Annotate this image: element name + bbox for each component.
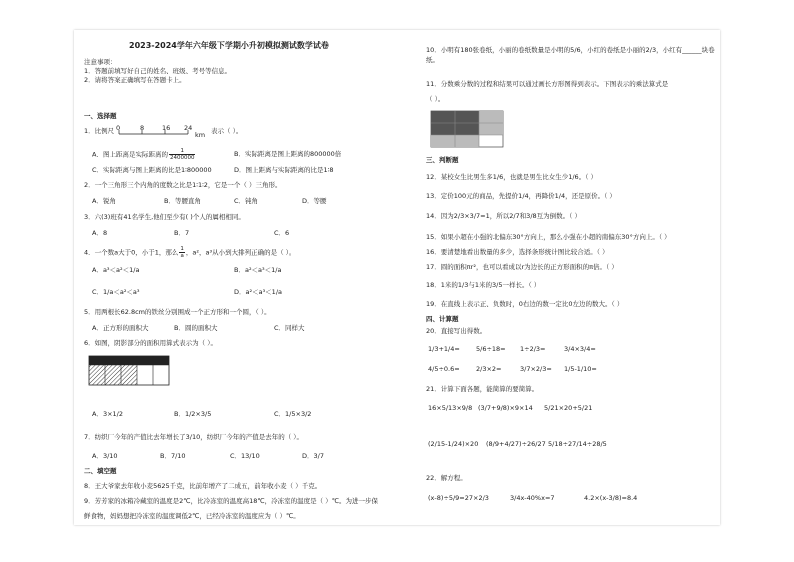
- q1-option-d: D．图上距离与实际距离的比是1∶8: [234, 166, 334, 174]
- scale-tick-16: 16: [162, 124, 171, 132]
- q4-stem: 4．一个数a大于0，小于1，那么 $\frac{1}{a}$ ，a²，a³从小到大排列正确的是（ ）。: [84, 246, 296, 259]
- q6-option-b: B．1/2×3/5: [174, 410, 212, 418]
- q20-item: 1÷2/3=: [520, 345, 546, 353]
- q1-tail: 表示（ ）。: [211, 127, 243, 135]
- q8-stem: 8．王大爷家去年收小麦5625千克，比前年增产了二成五，前年收小麦（ ）千克。: [84, 482, 322, 490]
- q3-option-b: B．7: [174, 229, 190, 237]
- q2-stem: 2．一个三角形三个内角的度数之比是1∶1∶2，它是一个（ ）三角形。: [84, 181, 282, 189]
- q21-item: (2/15-1/24)×20: [428, 440, 479, 448]
- q5-option-a: A．正方形的面积大: [92, 324, 149, 332]
- q14-stem: 14．因为2/3×3/7=1，所以2/7和3/8互为倒数。（ ）: [426, 212, 581, 220]
- q20-item: 5/6÷18=: [476, 345, 506, 353]
- q7-option-b: B．7/10: [160, 452, 186, 460]
- section-calc: 四、计算题: [426, 315, 459, 323]
- q21-item: 5/18÷27/14÷28/5: [548, 440, 607, 448]
- q1-stem: 1．比例尺: [84, 127, 115, 135]
- q4-option-d: D．a²＜a³＜1/a: [234, 288, 282, 296]
- q4-option-c: C．1/a＜a²＜a³: [92, 288, 140, 296]
- q3-option-c: C．6: [274, 229, 290, 237]
- q13-stem: 13．定价100元的商品，先提价1/4，再降价1/4，还是原价。（ ）: [426, 192, 616, 200]
- section-fill: 二、填空题: [84, 467, 117, 475]
- q1-option-a: A．图上距离是实际距离的 $\frac{1}{2400000}$: [92, 148, 195, 161]
- q11-rectangle-figure: [430, 110, 506, 152]
- q10-stem: 10．小明有180张卷纸，小丽的卷纸数量是小明的5/6，小红的卷纸是小丽的2/3，小红有______块卷: [426, 46, 715, 54]
- q11-stem: 11．分数乘分数的过程和结果可以通过画长方形图得到表示。下图表示的乘法算式是: [426, 80, 669, 88]
- q20-item: 1/3+1/4=: [428, 345, 460, 353]
- scale-tick-0: 0: [116, 124, 121, 132]
- section-judge: 三、判断题: [426, 156, 459, 164]
- q20-item: 2/3×2=: [476, 365, 502, 373]
- note-2: 2．请将答案正确填写在答题卡上。: [84, 76, 186, 84]
- q6-stem: 6．如图，阴影部分的面积用算式表示为（ ）。: [84, 339, 217, 347]
- q21-item: 5/21×20+5/21: [544, 404, 593, 412]
- scale-unit: km: [195, 131, 206, 139]
- q1-option-c: C．实际距离与图上距离的比是1∶800000: [92, 166, 212, 174]
- q18-stem: 18．1米的1/3与1米的3/5一样长。（ ）: [426, 281, 541, 289]
- q5-option-b: B．圆的面积大: [174, 324, 218, 332]
- q22-stem: 22．解方程。: [426, 474, 467, 482]
- scale-tick-8: 8: [140, 124, 145, 132]
- q20-item: 1/5-1/10=: [564, 365, 597, 373]
- q7-stem: 7．纺织厂今年的产值比去年增长了3/10，纺织厂今年的产值是去年的（ ）。: [84, 433, 304, 441]
- q12-stem: 12．某校女生比男生多1/6，也就是男生比女生少1/6。（ ）: [426, 173, 598, 181]
- q22-item: 4.2×(x-3/8)=8.4: [584, 494, 638, 502]
- q4-option-a: A．a³＜a²＜1/a: [92, 266, 140, 274]
- q2-option-a: A．锐角: [92, 197, 116, 205]
- q15-stem: 15．如果小超在小强的北偏东30°方向上，那么小强在小超的南偏东30°方向上。（ ）: [426, 233, 671, 241]
- q2-option-d: D．等腰: [302, 197, 327, 205]
- note-1: 1．答题前填写好自己的姓名、班级、考号等信息。: [84, 67, 232, 75]
- q20-item: 3/4×3/4=: [564, 345, 596, 353]
- q10-stem-line2: 纸。: [426, 56, 439, 64]
- q21-item: (3/7+9/8)×9×14: [478, 404, 533, 412]
- q1-option-b: B．实际距离是图上距离的800000倍: [234, 150, 342, 158]
- q21-item: 16×5/13×9/8: [428, 404, 473, 412]
- q7-option-c: C．13/10: [230, 452, 260, 460]
- q21-item: (8/9+4/27)÷26/27: [486, 440, 546, 448]
- q3-option-a: A．8: [92, 229, 108, 237]
- q22-item: (x-8)÷5/9=27×2/3: [428, 494, 489, 502]
- q6-option-a: A．3×1/2: [92, 410, 123, 418]
- section-choice: 一、选择题: [84, 112, 117, 120]
- q7-option-a: A．3/10: [92, 452, 118, 460]
- q5-stem: 5．用两根长62.8cm的铁丝分别围成一个正方形和一个圆，（ ）。: [84, 308, 271, 316]
- q21-stem: 21．计算下面各题，能简算的要简算。: [426, 385, 539, 393]
- q6-shaded-figure: [88, 355, 172, 389]
- q7-option-d: D．3/7: [302, 452, 324, 460]
- q11-answer: （ ）。: [426, 95, 445, 103]
- q19-stem: 19．在直线上表示正、负数时，0右边的数一定比0左边的数大。（ ）: [426, 300, 624, 308]
- q22-item: 3/4x-40%x=7: [510, 494, 555, 502]
- q3-stem: 3．六(3)班有41名学生,他们至少有( )个人的属相相同。: [84, 213, 245, 221]
- q17-stem: 17．圆的面积πr²，也可以看成以r为边长的正方形面积的π倍。（ ）: [426, 263, 618, 271]
- exam-page: [74, 30, 720, 525]
- q20-item: 4/5÷0.6=: [428, 365, 460, 373]
- notes-heading: 注意事项：: [84, 58, 117, 66]
- q20-item: 3/7×2/3=: [520, 365, 552, 373]
- q4-option-b: B．a²＜a³＜1/a: [234, 266, 282, 274]
- q16-stem: 16．要清楚地看出数量的多少，选择条形统计图比较合适。（ ）: [426, 248, 609, 256]
- page-title: 2023-2024学年六年级下学期小升初模拟测试数学试卷: [129, 41, 329, 50]
- q9-stem-line2: 鲜食物，妈妈想把冷冻室的温度调低2℃，已经冷冻室的温度应为（ ）℃。: [84, 512, 300, 520]
- q6-option-c: C．1/5×3/2: [274, 410, 312, 418]
- q2-option-c: C．钝角: [234, 197, 259, 205]
- q9-stem-line1: 9．芳芳家的冰箱冷藏室的温度是2℃，比冷冻室的温度高18℃，冷冻室的温度是（ ）℃。为进一步保: [84, 497, 379, 505]
- scale-bar: [116, 124, 206, 138]
- q5-option-c: C．同样大: [274, 324, 305, 332]
- scale-tick-24: 24: [184, 124, 193, 132]
- q20-stem: 20．直接写出得数。: [426, 327, 487, 335]
- q2-option-b: B．等腰直角: [164, 197, 201, 205]
